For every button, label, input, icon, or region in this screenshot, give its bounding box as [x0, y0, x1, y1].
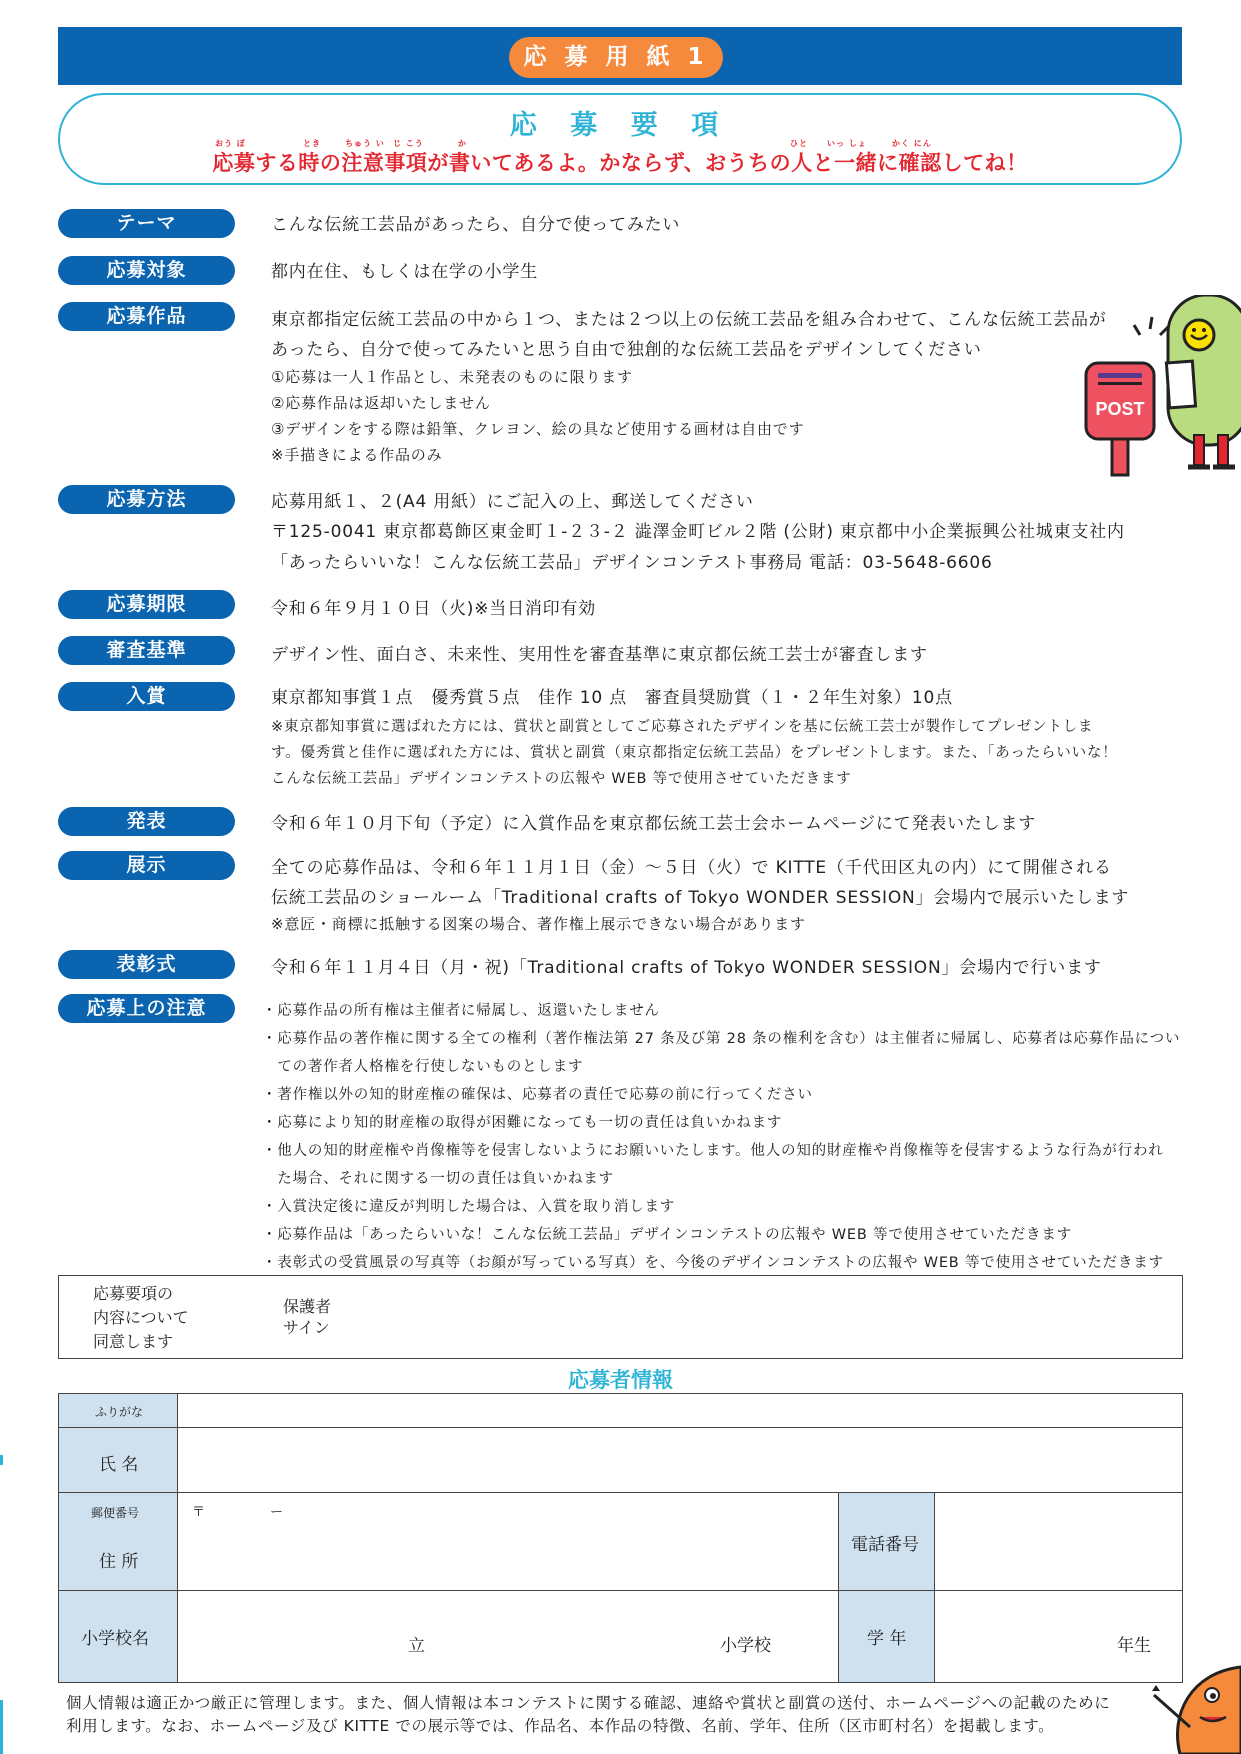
works-rule: ※手描きによる作品のみ — [271, 446, 443, 464]
award-note: す。優秀賞と佳作に選ばれた方には、賞状と副賞（東京都指定伝統工芸品）をプレゼントします。また、｢あったらいいな！ — [271, 745, 1118, 761]
furigana-field[interactable] — [178, 1394, 1182, 1428]
theme-text: こんな伝統工芸品があったら、自分で使ってみたい — [271, 215, 681, 235]
note-item: ・応募作品の所有権は主催者に帰属し、返還いたしません — [262, 1003, 660, 1019]
deadline-text: 令和６年９月１０日（火)※当日消印有効 — [271, 599, 597, 619]
guidelines-subtitle: 応募する時の注意事項が書いてあるよ。かならず、おうちの人と一緒に確認してね！ — [212, 151, 1028, 175]
works-rule: ③デザインをする際は鉛筆、クレヨン、絵の具など使用する画材は自由です — [271, 420, 805, 438]
school-field[interactable] — [178, 1591, 839, 1682]
exhibit-line: 伝統工芸品のショールーム「Traditional crafts of Tokyo WONDER SESSION」会場内で展示いたします — [271, 888, 1130, 908]
ruby-text: とき — [303, 139, 321, 148]
edge-accent — [0, 1700, 3, 1754]
name-field[interactable] — [178, 1428, 1182, 1493]
guidelines-title: 応 募 要 項 — [509, 110, 731, 141]
note-item: ・他人の知的財産権や肖像権等を侵害しないようにお願いいたします。他人の知的財産権や肖像権等を侵害するような行為が行われ — [262, 1143, 1164, 1159]
address-label: 住 所 — [99, 1552, 139, 1572]
guardian-signature-label: 保護者 サイン — [283, 1297, 332, 1337]
guidelines-box — [58, 93, 1182, 185]
postal-mark: 〒 — [192, 1505, 206, 1520]
address-field[interactable] — [178, 1493, 839, 1591]
phone-field[interactable] — [935, 1493, 1182, 1591]
method-contact: 「あったらいいな！こんな伝統工芸品」デザインコンテスト事務局 電話：03-5648-6606 — [271, 553, 993, 573]
ruby-text: じ こう — [393, 139, 424, 148]
furigana-header: ふりがな — [59, 1394, 178, 1428]
note-item: ・応募作品の著作権に関する全ての権利（著作権法第 27 条及び第 28 条の権利を含む）は主催者に帰属し、応募者は応募作品につい — [262, 1031, 1181, 1047]
ruby-text: いっ しょ — [827, 139, 867, 148]
address-header — [59, 1493, 178, 1591]
label-award: 入賞 — [58, 682, 235, 711]
privacy-note: 個人情報は適正かつ厳正に管理します。また、個人情報は本コンテストに関する確認、連絡や賞状と副賞の送付、ホームページへの記載のために 利用します。なお、ホームページ及び KITTE での展示等では、作品名、本作品の特徴、名前、学年、住所（区市町村名）を掲載します。 — [66, 1694, 1111, 1735]
criteria-text: デザイン性、面白さ、未来性、実用性を審査基準に東京都伝統工芸士が審査します — [271, 645, 928, 665]
award-note: ※東京都知事賞に選ばれた方には、賞状と副賞としてご応募されたデザインを基に伝統工芸士が製作してプレゼントしま — [271, 719, 1094, 735]
grade-suffix: 年生 — [1117, 1636, 1151, 1656]
label-exhibit: 展示 — [58, 851, 235, 880]
works-rule: ②応募作品は返却いたしません — [271, 394, 491, 412]
works-line: 東京都指定伝統工芸品の中から１つ、または２つ以上の伝統工芸品を組み合わせて、こんな伝統工芸品が — [271, 310, 1107, 330]
phone-header: 電話番号 — [839, 1493, 935, 1591]
note-item: ・入賞決定後に違反が判明した場合は、入賞を取り消します — [262, 1199, 676, 1215]
school-header: 小学校名 — [59, 1591, 178, 1682]
award-main: 東京都知事賞１点 優秀賞５点 佳作 10 点 審査員奨励賞（１・２年生対象）10点 — [271, 688, 953, 708]
agreement-label: 応募要項の 内容について 同意します — [93, 1284, 189, 1351]
note-item: ての著作者人格権を行使しないものとします — [262, 1059, 584, 1075]
exhibit-note: ※意匠・商標に抵触する図案の場合、著作権上展示できない場合があります — [271, 915, 806, 933]
name-header: 氏 名 — [59, 1428, 178, 1493]
method-line: 応募用紙１、２(A4 用紙）にご記入の上、郵送してください — [271, 492, 754, 512]
note-item: ・表彰式の受賞風景の写真等（お顔が写っている写真）を、今後のデザインコンテストの広報や WEB 等で使用させていただきます — [262, 1255, 1164, 1271]
announce-text: 令和６年１０月下旬（予定）に入賞作品を東京都伝統工芸士会ホームページにて発表いたします — [271, 814, 1037, 834]
ruby-text: か — [458, 139, 467, 148]
exhibit-line: 全ての応募作品は、令和６年１１月１日（金）～５日（火）で KITTE（千代田区丸の内）にて開催される — [271, 858, 1112, 878]
note-item: ・応募により知的財産権の取得が困難になっても一切の責任は負いかねます — [262, 1115, 783, 1131]
label-notes: 応募上の注意 — [58, 994, 235, 1023]
school-prefix: 立 — [408, 1636, 425, 1656]
label-criteria: 審査基準 — [58, 636, 235, 665]
orange-mascot-illustration — [1150, 1655, 1241, 1754]
form-number-pill: 応 募 用 紙 1 — [509, 37, 723, 78]
guardian-signature-field[interactable] — [359, 1280, 1169, 1354]
applicant-form — [58, 1393, 1183, 1683]
agreement-box — [58, 1275, 1183, 1359]
mascot-postbox-illustration — [1078, 295, 1241, 480]
post-sign-text: POST — [1095, 399, 1145, 419]
label-target: 応募対象 — [58, 256, 235, 285]
ruby-text: おう ぼ — [215, 139, 246, 148]
edge-accent — [0, 1455, 3, 1465]
applicant-info-title: 応募者情報 — [568, 1368, 673, 1392]
award-note: こんな伝統工芸品」デザインコンテストの広報や WEB 等で使用させていただきます — [271, 771, 852, 787]
label-deadline: 応募期限 — [58, 590, 235, 619]
label-method: 応募方法 — [58, 485, 235, 514]
ceremony-text: 令和６年１１月４日（月・祝)「Traditional crafts of Tokyo WONDER SESSION」会場内で行います — [271, 958, 1102, 978]
label-theme: テーマ — [58, 209, 235, 238]
grade-field[interactable] — [935, 1591, 1182, 1682]
label-works: 応募作品 — [58, 302, 235, 331]
target-text: 都内在住、もしくは在学の小学生 — [271, 262, 538, 282]
method-address: 〒125-0041 東京都葛飾区東金町１-２３-２ 澁澤金町ビル２階 (公財) 東京都中小企業振興公社城東支社内 — [271, 522, 1125, 542]
works-line: あったら、自分で使ってみたいと思う自由で独創的な伝統工芸品をデザインしてください — [271, 340, 982, 360]
works-rule: ①応募は一人１作品とし、未発表のものに限ります — [271, 368, 633, 386]
note-item: ・著作権以外の知的財産権の確保は、応募者の責任で応募の前に行ってください — [262, 1087, 813, 1103]
ruby-text: ひと — [790, 139, 808, 148]
label-ceremony: 表彰式 — [58, 950, 235, 979]
label-announce: 発表 — [58, 807, 235, 836]
postal-label: 郵便番号 — [91, 1506, 140, 1520]
school-suffix: 小学校 — [720, 1636, 771, 1656]
ruby-text: かく にん — [892, 139, 932, 148]
note-item: た場合、それに関する一切の責任は負いかねます — [262, 1171, 614, 1187]
ruby-text: ちゅう い — [345, 139, 385, 148]
note-item: ・応募作品は「あったらいいな！こんな伝統工芸品」デザインコンテストの広報や WEB 等で使用させていただきます — [262, 1227, 1072, 1243]
grade-header: 学 年 — [839, 1591, 935, 1682]
postal-dash: ー — [270, 1505, 284, 1520]
